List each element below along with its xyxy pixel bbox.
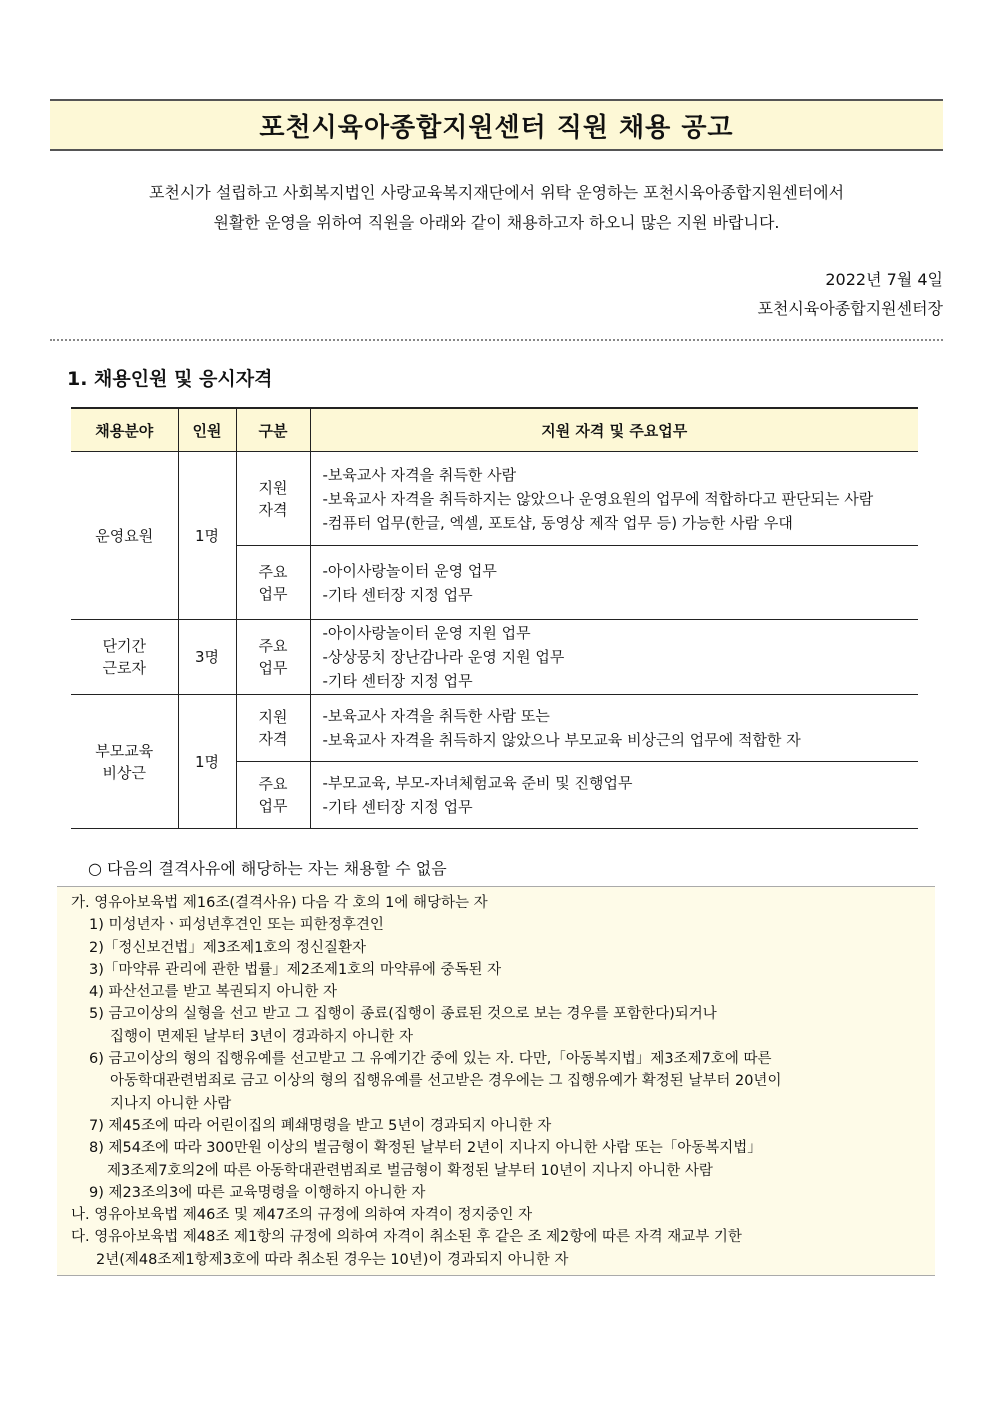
field-cell [71, 695, 178, 829]
announcement-date: 2022년 7월 4일 [825, 270, 943, 289]
category-label: 업무 [258, 584, 288, 603]
page-title: 포천시육아종합지원센터 직원 채용 공고 [50, 99, 943, 151]
header-details: 지원 자격 및 주요업무 [310, 408, 918, 452]
disqualification-item: 9) 제23조의3에 따른 교육명령을 이행하지 아니한 자 [89, 1184, 426, 1201]
disqualification-notice: ○ 다음의 결격사유에 해당하는 자는 채용할 수 없음 [88, 859, 447, 878]
table-row [71, 452, 918, 546]
field-cell [71, 620, 178, 695]
detail-line: -보육교사 자격을 취득한 사람 또는 [322, 707, 550, 725]
disqualification-item: 5) 금고이상의 실형을 선고 받고 그 집행이 종료(집행이 종료된 것으로 보는 경우를 포함한다)되거나 [89, 1006, 717, 1023]
detail-line: -부모교육, 부모-자녀체험교육 준비 및 진행업무 [322, 774, 633, 792]
disqualification-item: 2)「정신보건법」제3조제1호의 정신질환자 [89, 939, 367, 956]
intro-line-2: 원활한 운영을 위하여 직원을 아래와 같이 채용하고자 하오니 많은 지원 바랍니다. [213, 213, 780, 232]
table-row [71, 620, 918, 695]
intro-line-1: 포천시가 설립하고 사회복지법인 사랑교육복지재단에서 위탁 운영하는 포천시육아종합지원센터에서 [148, 183, 845, 202]
category-cell [236, 695, 310, 762]
detail-line: -기타 센터장 지정 업무 [322, 672, 473, 690]
disqualification-item: 나. 영유아보육법 제46조 및 제47조의 규정에 의하여 자격이 정지중인 자 [71, 1207, 533, 1224]
details-cell [310, 695, 918, 762]
detail-line: -보육교사 자격을 취득하지 않았으나 부모교육 비상근의 업무에 적합한 자 [322, 731, 801, 749]
details-cell [310, 620, 918, 695]
header-count: 인원 [178, 408, 236, 452]
disqualification-item: 8) 제54조에 따라 300만원 이상의 벌금형이 확정된 날부터 2년이 지나지 아니한 사람 또는「아동복지법」 [89, 1140, 762, 1157]
detail-line: -보육교사 자격을 취득하지는 않았으나 운영요원의 업무에 적합하다고 판단되는 사람 [322, 489, 874, 508]
recruitment-table [71, 407, 918, 829]
detail-line: -기타 센터장 지정 업무 [322, 798, 473, 816]
details-cell [310, 546, 918, 620]
details-cell [310, 762, 918, 829]
details-cell [310, 452, 918, 546]
field-label: 단기간 [102, 637, 146, 655]
category-label: 주요 [258, 637, 288, 655]
table-header-row [71, 408, 918, 452]
disqualification-item: 아동학대관련범죄로 금고 이상의 형의 집행유예를 선고받은 경우에는 그 집행유예가 확정된 날부터 20년이 [110, 1073, 782, 1090]
field-label: 비상근 [102, 763, 146, 782]
category-label: 업무 [258, 797, 288, 815]
header-field: 채용분야 [71, 408, 178, 452]
table-row [71, 695, 918, 762]
disqualification-item: 제3조제7호의2에 따른 아동학대관련범죄로 벌금형이 확정된 날부터 10년이 지나지 아니한 사람 [107, 1162, 713, 1179]
category-cell [236, 452, 310, 546]
detail-line: -기타 센터장 지정 업무 [322, 585, 473, 604]
disqualification-item: 지나지 아니한 사람 [110, 1095, 232, 1112]
field-label: 근로자 [102, 659, 146, 677]
disqualification-item: 가. 영유아보육법 제16조(결격사유) 다음 각 호의 1에 해당하는 자 [71, 895, 488, 911]
detail-line: -컴퓨터 업무(한글, 엑셀, 포토샵, 동영상 제작 업무 등) 가능한 사람 우대 [322, 513, 793, 532]
disqualification-item: 다. 영유아보육법 제48조 제1항의 규정에 의하여 자격이 취소된 후 같은 조 제2항에 따른 자격 재교부 기한 [71, 1229, 742, 1246]
detail-line: -아이사랑놀이터 운영 업무 [322, 561, 497, 580]
field-label: 부모교육 [95, 741, 154, 760]
section-heading: 1. 채용인원 및 응시자격 [67, 368, 273, 390]
disqualification-item: 2년(제48조제1항제3호에 따라 취소된 경우는 10년)이 경과되지 아니한 자 [96, 1251, 569, 1268]
disqualification-item: 집행이 면제된 날부터 3년이 경과하지 아니한 자 [110, 1028, 414, 1045]
category-label: 지원 [258, 708, 288, 726]
disqualification-item: 7) 제45조에 따라 어린이집의 폐쇄명령을 받고 5년이 경과되지 아니한 자 [89, 1117, 552, 1134]
category-cell [236, 546, 310, 620]
category-label: 주요 [258, 562, 288, 581]
detail-line: -상상뭉치 장난감나라 운영 지원 업무 [322, 648, 565, 666]
disqualification-item: 4) 파산선고를 받고 복권되지 아니한 자 [89, 984, 338, 1001]
header-category: 구분 [236, 408, 310, 452]
count-cell: 1명 [178, 452, 236, 620]
count-cell: 3명 [178, 620, 236, 695]
disqualification-list [57, 886, 935, 1276]
disqualification-item: 1) 미성년자ㆍ피성년후견인 또는 피한정후견인 [89, 917, 384, 934]
disqualification-item: 3)「마약류 관리에 관한 법률」제2조제1호의 마약류에 중독된 자 [89, 961, 502, 978]
dotted-divider [50, 339, 943, 341]
count-cell: 1명 [178, 695, 236, 829]
category-cell [236, 762, 310, 829]
field-cell: 운영요원 [71, 452, 178, 620]
issuer-name: 포천시육아종합지원센터장 [757, 299, 943, 318]
category-label: 주요 [258, 775, 288, 793]
detail-line: -아이사랑놀이터 운영 지원 업무 [322, 624, 531, 642]
category-label: 지원 [258, 478, 288, 497]
category-label: 업무 [258, 659, 288, 677]
detail-line: -보육교사 자격을 취득한 사람 [322, 465, 517, 484]
category-label: 자격 [258, 730, 288, 748]
disqualification-item: 6) 금고이상의 형의 집행유예를 선고받고 그 유예기간 중에 있는 자. 다만,「아동복지법」제3조제7호에 따른 [89, 1051, 772, 1068]
category-label: 자격 [258, 500, 288, 519]
category-cell [236, 620, 310, 695]
